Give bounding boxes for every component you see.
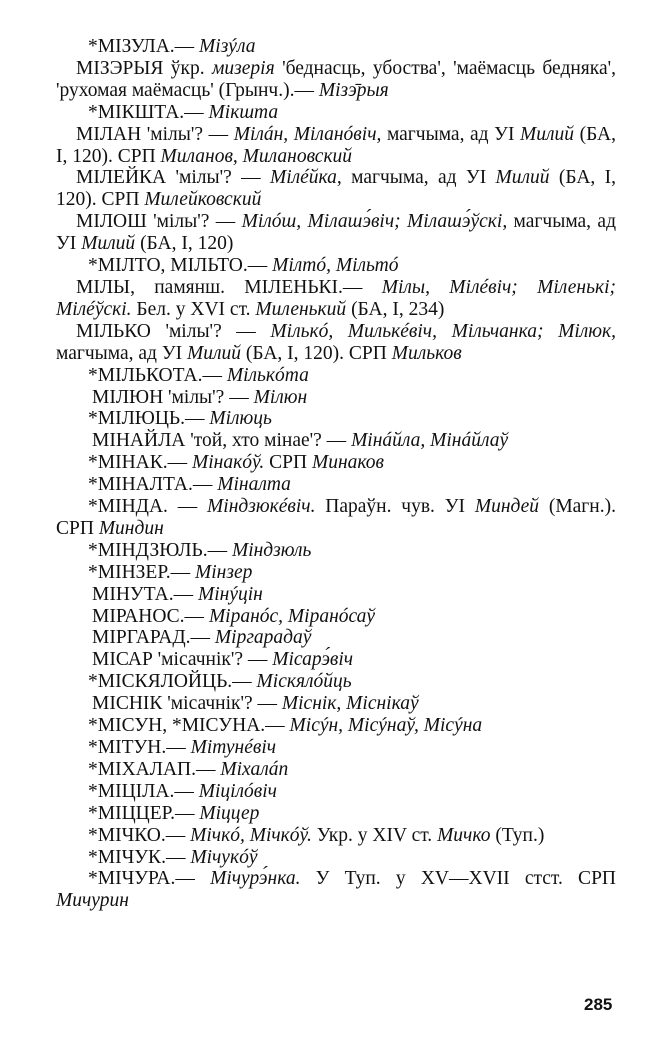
entry-michura: [56, 868, 616, 912]
entry-milyun: [56, 387, 616, 409]
entry-text: Милейковский: [144, 189, 262, 211]
entry-michuk: [56, 847, 616, 869]
entry-text: Міналта: [217, 474, 291, 496]
entry-mindzyul: [56, 540, 616, 562]
entry-text: *МІНДА. —: [88, 496, 208, 518]
entry-text: *МІНАК.—: [88, 452, 193, 474]
entry-text: Мілéйка,: [269, 167, 342, 189]
entry-text: Мінзер: [195, 561, 253, 583]
entry-miskyaloits: [56, 671, 616, 693]
entry-minuta: [56, 584, 616, 606]
entry-text: *МІЦІЛА.—: [88, 780, 199, 802]
entry-text: МІНУТА.—: [92, 583, 198, 605]
entry-mitun: [56, 737, 616, 759]
entry-text: *МІЛТО, МІЛЬТО.—: [88, 255, 273, 277]
dictionary-page: [56, 36, 616, 912]
entry-minak: [56, 452, 616, 474]
entry-text: магчыма, ад УІ: [381, 123, 521, 145]
entry-text: Міндзюль: [231, 539, 312, 561]
entry-text: Милий: [495, 167, 550, 189]
entry-text: Мичурин: [56, 890, 129, 912]
entry-text: Параўн. чув. УІ: [315, 496, 475, 518]
entry-text: (БА, І, 120). СРП: [56, 167, 616, 211]
entry-text: Міргарадаў: [214, 627, 312, 649]
entry-text: Миленький: [255, 298, 347, 320]
entry-text: Мілы, Мілéвіч; Міленькі; Мілéўскі.: [56, 276, 616, 320]
entry-text: магчыма, ад УІ: [56, 342, 188, 364]
entry-milkota: [56, 365, 616, 387]
entry-text: *МІКШТА.—: [88, 101, 209, 123]
entry-misar: [56, 649, 616, 671]
entry-miranos: [56, 606, 616, 628]
entry-text: Міхалáп: [220, 758, 289, 780]
entry-text: *МІЧКО.—: [88, 824, 191, 846]
entry-text: (БА, І, 120). СРП: [241, 342, 392, 364]
entry-text: *МІЛЬКОТА.—: [88, 364, 227, 386]
entry-milan: [56, 124, 616, 168]
entry-text: Міндзюкéвіч.: [207, 496, 316, 518]
entry-text: Мілтó, Мільтó: [272, 255, 399, 277]
entry-text: Милий: [81, 233, 136, 255]
entry-text: Місýн, Місýнаў, Місýна: [289, 715, 483, 737]
entry-mily: [56, 277, 616, 321]
entry-milto: [56, 255, 616, 277]
entry-text: Мізýла: [199, 36, 256, 57]
entry-text: *МІСУН, *МІСУНА.—: [88, 715, 290, 737]
entry-text: Милий: [187, 342, 242, 364]
entry-milosh: [56, 211, 616, 255]
entry-text: МІЗЭРЫЯ ўкр.: [76, 57, 212, 79]
entry-text: Миндей: [474, 496, 540, 518]
entry-text: СРП: [264, 452, 312, 474]
entry-text: МІЛОШ 'мілы'? —: [76, 211, 242, 233]
entry-text: *МІЧУРА.—: [88, 868, 211, 890]
entry-text: (БА, І, 120): [135, 233, 234, 255]
entry-mikshta: [56, 102, 616, 124]
entry-text: Мілáн, Міланóвіч,: [233, 123, 382, 145]
entry-misun: [56, 715, 616, 737]
entry-text: мизерія: [211, 57, 275, 79]
entry-mirgarad: [56, 627, 616, 649]
entry-text: Мильков: [391, 342, 462, 364]
entry-milko: [56, 321, 616, 365]
entry-text: Мількóта: [226, 364, 309, 386]
entry-michko: [56, 825, 616, 847]
entry-text: Місарэ́віч: [272, 649, 354, 671]
entry-text: 'беднасць, убоства', 'маёмасць бедняка', 'рухомая маёмасць' (Грынч.).—: [56, 57, 616, 101]
entry-text: МІНАЙЛА 'той, хто мінае'? —: [92, 430, 352, 452]
entry-text: Мітунéвіч: [190, 737, 277, 758]
entry-text: (Туп.): [490, 824, 545, 846]
entry-text: *МІЗУЛА.—: [88, 36, 200, 57]
entry-mitser: [56, 803, 616, 825]
entry-text: *МІЛЮЦЬ.—: [88, 408, 210, 430]
entry-mizeryja: [56, 58, 616, 102]
entry-text: МІЛЕЙКА 'мілы'? —: [76, 167, 270, 189]
entry-text: Міццер: [199, 802, 260, 824]
entry-text: *МІНАЛТА.—: [88, 474, 218, 496]
entry-minzer: [56, 562, 616, 584]
entry-text: Мілóш, Мілашэ́віч; Мілашэ́ўскі,: [241, 211, 508, 233]
entry-minda: [56, 496, 616, 540]
entry-text: МІЛЮН 'мілы'? —: [92, 386, 254, 408]
entry-mikhalap: [56, 759, 616, 781]
entry-text: Мичко: [437, 824, 491, 846]
entry-text: МІЛЫ, памянш. МІЛЕНЬКІ.—: [76, 276, 382, 298]
entry-text: Бел. у XVI ст.: [131, 298, 256, 320]
entry-text: МІЛЬКО 'мілы'? —: [76, 320, 271, 342]
entry-text: Міснік, Міснікаў: [281, 693, 419, 715]
entry-mileika: [56, 167, 616, 211]
entry-text: Міцілóвіч: [198, 780, 277, 802]
entry-mitsila: [56, 781, 616, 803]
entry-text: Міранóс, Міранóсаў: [208, 605, 376, 627]
entry-text: Милий: [520, 123, 575, 145]
entry-text: Мількó, Милькéвіч, Мільчанка; Мілюк,: [270, 320, 616, 342]
entry-minalta: [56, 474, 616, 496]
entry-text: У Туп. у XV—XVII стст. СРП: [300, 868, 616, 890]
page-number: 285: [584, 995, 613, 1014]
entry-text: Мінýцін: [198, 583, 263, 605]
entry-text: Миланов, Милановский: [160, 145, 353, 167]
entry-text: магчыма, ад УІ: [341, 167, 496, 189]
entry-text: Миндин: [98, 517, 164, 539]
entry-text: Мілюць: [209, 408, 272, 430]
entry-text: *МІНЗЕР.—: [88, 561, 196, 583]
entry-text: *МІЧУК.—: [88, 846, 191, 868]
entry-text: МІСАР 'місачнік'? —: [92, 649, 273, 671]
entry-text: Мічурэ́нка.: [210, 868, 301, 890]
entry-text: *МІХАЛАП.—: [88, 758, 221, 780]
entry-text: МІЛАН 'мілы'? —: [76, 123, 234, 145]
entry-text: Мінáйла, Мінáйлаў: [351, 430, 509, 452]
entry-text: *МІТУН.—: [88, 737, 191, 758]
entry-text: Мікшта: [208, 101, 279, 123]
entry-text: МІРАНОС.—: [92, 605, 209, 627]
entry-text: Укр. у XIV ст.: [311, 824, 438, 846]
entry-text: МІСНІК 'місачнік'? —: [92, 693, 282, 715]
entry-text: Міскялóйць: [256, 671, 352, 693]
entry-text: *МІНДЗЮЛЬ.—: [88, 539, 232, 561]
entry-mizula: [56, 36, 616, 58]
entry-text: Мінакóў.: [192, 452, 265, 474]
entry-text: магчыма, ад УІ: [56, 211, 616, 255]
entry-text: (БА, І, 120). СРП: [56, 123, 616, 167]
entry-text: МІРГАРАД.—: [92, 627, 215, 649]
entry-text: (БА, І, 234): [346, 298, 445, 320]
entry-milyuts: [56, 408, 616, 430]
entry-text: Мізэ̄рыя: [318, 79, 389, 101]
entry-minaila: [56, 430, 616, 452]
entry-text: Мічкó, Мічкóў.: [190, 824, 312, 846]
entry-text: (Магн.). СРП: [56, 496, 616, 539]
entry-text: Мілюн: [253, 386, 308, 408]
entry-misnik: [56, 693, 616, 715]
entry-text: Мічукóў: [190, 846, 258, 868]
entry-text: *МІЦЦЕР.—: [88, 802, 200, 824]
entry-text: Минаков: [311, 452, 384, 474]
entry-text: *МІСКЯЛОЙЦЬ.—: [88, 671, 257, 693]
